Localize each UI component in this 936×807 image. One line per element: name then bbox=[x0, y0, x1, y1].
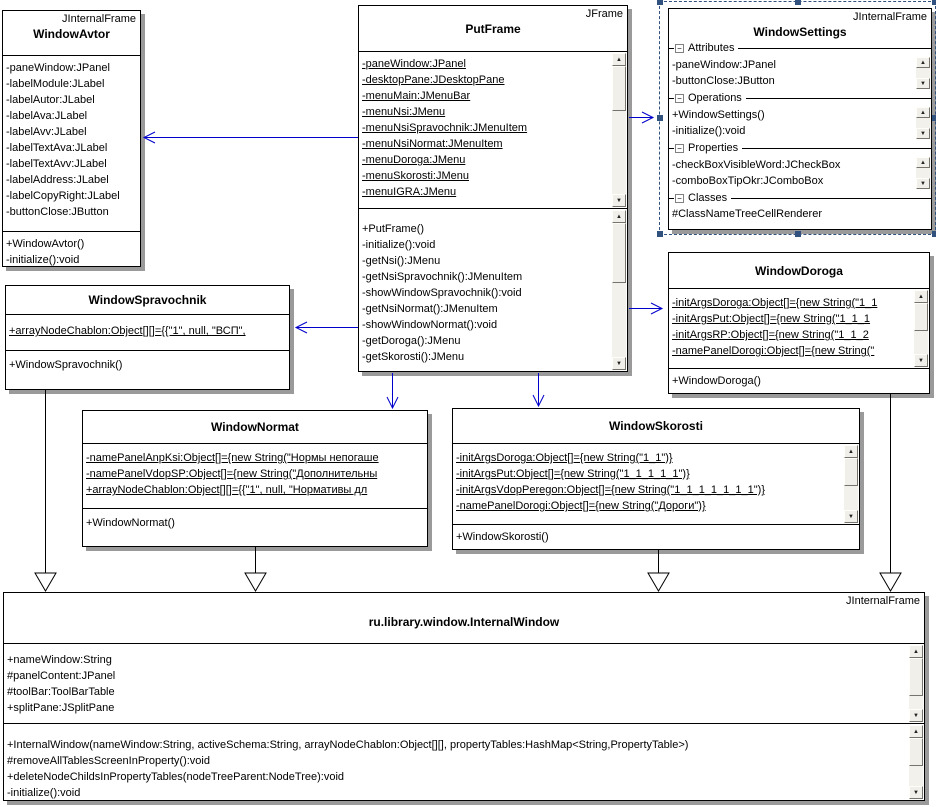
generalization-windowskorosti-internalwindow[interactable] bbox=[648, 550, 669, 591]
group-body bbox=[669, 106, 931, 140]
scroll-up-icon[interactable]: ▲ bbox=[916, 157, 930, 168]
member-row: +arrayNodeChablon:Object[][]={{"1", null, "Нормативы дл bbox=[86, 484, 368, 496]
stereotype-label: JFrame bbox=[585, 8, 623, 20]
member-row: +WindowDoroga() bbox=[672, 375, 761, 387]
hollow-triangle-icon bbox=[648, 573, 669, 591]
edge-putframe-windownormat[interactable] bbox=[387, 373, 398, 408]
member-row: -paneWindow:JPanel bbox=[6, 62, 110, 74]
classes-group bbox=[669, 190, 931, 222]
member-row: -menuNsiSpravochnik:JMenuItem bbox=[362, 122, 528, 134]
member-row: -labelModule:JLabel bbox=[6, 78, 105, 90]
group-body bbox=[669, 56, 931, 90]
member-row: +WindowSkorosti() bbox=[456, 531, 549, 543]
attribute-list bbox=[669, 289, 929, 359]
class-windowskorosti[interactable] bbox=[452, 408, 860, 550]
group-header bbox=[669, 190, 931, 206]
scroll-thumb[interactable] bbox=[612, 66, 626, 111]
edge-putframe-windowspravochnik[interactable] bbox=[296, 322, 358, 333]
selection-handle[interactable] bbox=[932, 231, 936, 237]
member-row: -labelCopyRight:JLabel bbox=[6, 190, 120, 202]
member-row: -showWindowSpravochnik():void bbox=[362, 287, 522, 299]
scrollbar[interactable] bbox=[844, 445, 858, 523]
attribute-list bbox=[4, 644, 924, 716]
group-header bbox=[669, 140, 931, 156]
member-row: -initialize():void bbox=[672, 125, 746, 137]
scroll-up-icon[interactable]: ▲ bbox=[916, 107, 930, 118]
scroll-thumb[interactable] bbox=[909, 738, 923, 766]
stereotype-label: JInternalFrame bbox=[846, 595, 920, 607]
open-arrowhead-icon bbox=[387, 397, 398, 408]
operation-list bbox=[669, 369, 929, 389]
member-row: +deleteNodeChildsInPropertyTables(nodeTreeParent:NodeTree):void bbox=[7, 771, 345, 783]
attribute-list bbox=[6, 315, 289, 339]
attributes-compartment bbox=[6, 314, 289, 350]
selection-handle[interactable] bbox=[795, 0, 801, 5]
open-arrowhead-icon bbox=[642, 112, 653, 123]
operation-list bbox=[6, 351, 289, 373]
member-row: -paneWindow:JPanel bbox=[362, 58, 466, 70]
selection-handle[interactable] bbox=[932, 0, 936, 5]
member-row: +WindowSettings() bbox=[672, 109, 765, 121]
member-row: -labelTextAva:JLabel bbox=[6, 142, 108, 154]
open-arrowhead-icon bbox=[296, 322, 307, 333]
edge-putframe-windowdoroga[interactable] bbox=[629, 303, 662, 314]
class-name: WindowAvtor bbox=[33, 27, 110, 41]
attribute-list bbox=[3, 56, 140, 220]
attributes-group bbox=[669, 40, 931, 90]
generalization-windownormat-internalwindow[interactable] bbox=[245, 547, 266, 591]
operations-group bbox=[669, 90, 931, 140]
class-name: WindowSkorosti bbox=[609, 419, 703, 433]
member-row: +InternalWindow(nameWindow:String, activeSchema:String, arrayNodeChablon:Object[][], propertyTables:HashMap<String,PropertyTable>) bbox=[7, 739, 689, 751]
scroll-track[interactable] bbox=[844, 486, 858, 510]
member-row: -showWindowNormat():void bbox=[362, 319, 498, 331]
scroll-down-icon[interactable]: ▼ bbox=[909, 786, 923, 799]
member-row: -initArgsDoroga:Object[]={new String("1_1")} bbox=[456, 452, 673, 464]
class-name: WindowSpravochnik bbox=[88, 293, 207, 307]
operations-compartment bbox=[359, 208, 627, 371]
attribute-list bbox=[669, 56, 931, 89]
member-row: -comboBoxTipOkr:JComboBox bbox=[672, 175, 824, 187]
class-windownormat[interactable] bbox=[82, 410, 428, 547]
edge-putframe-windowskorosti[interactable] bbox=[533, 373, 544, 406]
hollow-triangle-icon bbox=[245, 573, 266, 591]
class-header bbox=[669, 253, 929, 288]
operation-list bbox=[359, 209, 627, 365]
member-row: +PutFrame() bbox=[362, 223, 425, 235]
class-internalwindow[interactable] bbox=[3, 592, 925, 801]
scroll-thumb[interactable] bbox=[844, 458, 858, 486]
operations-compartment bbox=[4, 723, 924, 800]
member-row: #panelContent:JPanel bbox=[7, 670, 116, 682]
member-row: -menuSkorosti:JMenu bbox=[362, 170, 469, 182]
member-row: -paneWindow:JPanel bbox=[672, 59, 776, 71]
attribute-list bbox=[83, 444, 427, 498]
open-arrowhead-icon bbox=[533, 395, 544, 406]
member-row: -menuNsi:JMenu bbox=[362, 106, 446, 118]
operations-compartment bbox=[83, 508, 427, 546]
operations-compartment bbox=[669, 368, 929, 393]
scroll-track[interactable] bbox=[612, 283, 626, 357]
scroll-down-icon[interactable]: ▼ bbox=[916, 128, 930, 139]
class-header bbox=[6, 286, 289, 314]
scroll-track[interactable] bbox=[909, 766, 923, 786]
class-header bbox=[83, 411, 427, 443]
selection-handle[interactable] bbox=[657, 115, 663, 121]
group-label: Classes bbox=[688, 192, 728, 204]
operation-list bbox=[83, 509, 427, 531]
class-name: WindowDoroga bbox=[755, 263, 843, 278]
scroll-up-icon[interactable]: ▲ bbox=[612, 53, 626, 66]
attributes-compartment bbox=[4, 643, 924, 723]
class-header bbox=[4, 593, 924, 643]
scroll-up-icon[interactable]: ▲ bbox=[844, 445, 858, 458]
class-header bbox=[453, 409, 859, 443]
open-arrowhead-icon bbox=[651, 303, 662, 314]
collapse-icon[interactable]: − bbox=[675, 94, 684, 103]
scroll-thumb[interactable] bbox=[909, 658, 923, 696]
generalization-windowdoroga-internalwindow[interactable] bbox=[880, 394, 901, 591]
scroll-down-icon[interactable]: ▼ bbox=[914, 354, 928, 367]
class-windowavtor[interactable] bbox=[2, 10, 141, 267]
group-label: Attributes bbox=[688, 42, 735, 54]
member-row: -initArgsPut:Object[]={new String("1_1_1 bbox=[672, 313, 871, 325]
hollow-triangle-icon bbox=[880, 573, 901, 591]
attribute-list bbox=[359, 52, 627, 200]
open-arrowhead-icon bbox=[144, 132, 155, 143]
class-header bbox=[3, 11, 140, 55]
selection-handle[interactable] bbox=[932, 115, 936, 121]
member-row: -labelAva:JLabel bbox=[6, 110, 88, 122]
edge-putframe-windowsettings[interactable] bbox=[629, 112, 653, 123]
attribute-list bbox=[453, 444, 859, 514]
member-row: +nameWindow:String bbox=[7, 654, 112, 666]
member-row: -checkBoxVisibleWord:JCheckBox bbox=[672, 159, 841, 171]
group-label: Operations bbox=[688, 92, 742, 104]
scrollbar[interactable] bbox=[909, 725, 923, 799]
class-windowspravochnik[interactable] bbox=[5, 285, 290, 390]
member-row: -initialize():void bbox=[7, 787, 81, 799]
class-putframe[interactable] bbox=[358, 5, 628, 372]
member-row: -initArgsDoroga:Object[]={new String("1_1 bbox=[672, 297, 878, 309]
operation-list bbox=[453, 525, 859, 545]
edge-putframe-windowavtor[interactable] bbox=[144, 132, 358, 143]
properties-group bbox=[669, 140, 931, 190]
member-row: +WindowAvtor() bbox=[6, 238, 85, 250]
member-row: -namePanelDorogi:Object[]={new String(" bbox=[672, 345, 875, 357]
scroll-thumb[interactable] bbox=[612, 223, 626, 283]
member-row: -menuIGRA:JMenu bbox=[362, 186, 457, 198]
member-row: #toolBar:ToolBarTable bbox=[7, 686, 115, 698]
scroll-up-icon[interactable]: ▲ bbox=[914, 290, 928, 303]
scroll-track[interactable] bbox=[612, 111, 626, 194]
member-row: -initialize():void bbox=[362, 239, 436, 251]
member-row: -getNsiSpravochnik():JMenuItem bbox=[362, 271, 523, 283]
member-row: -getDoroga():JMenu bbox=[362, 335, 461, 347]
scroll-track[interactable] bbox=[916, 118, 930, 128]
scroll-up-icon[interactable]: ▲ bbox=[909, 725, 923, 738]
stereotype-label: JInternalFrame bbox=[853, 11, 927, 23]
collapse-icon[interactable]: − bbox=[675, 144, 684, 153]
member-row: +WindowSpravochnik() bbox=[9, 359, 123, 371]
member-row: +WindowNormat() bbox=[86, 517, 175, 529]
member-row: -desktopPane:JDesktopPane bbox=[362, 74, 505, 86]
group-body bbox=[669, 156, 931, 190]
scroll-track[interactable] bbox=[909, 696, 923, 709]
class-name: WindowSettings bbox=[753, 25, 847, 39]
class-header bbox=[359, 6, 627, 51]
scrollbar[interactable] bbox=[612, 210, 626, 370]
scrollbar[interactable] bbox=[916, 107, 930, 139]
scroll-track[interactable] bbox=[914, 331, 928, 354]
operations-compartment bbox=[453, 524, 859, 549]
property-list bbox=[669, 156, 931, 189]
member-row: -initArgsPut:Object[]={new String("1_1_1_1_1")} bbox=[456, 468, 690, 480]
scroll-down-icon[interactable]: ▼ bbox=[916, 78, 930, 89]
attributes-compartment bbox=[669, 288, 929, 368]
scrollbar[interactable] bbox=[914, 290, 928, 367]
member-row: -getSkorosti():JMenu bbox=[362, 351, 465, 363]
member-row: -labelAddress:JLabel bbox=[6, 174, 109, 186]
operations-compartment bbox=[3, 231, 140, 266]
operations-compartment bbox=[6, 350, 289, 389]
operation-list bbox=[4, 724, 924, 800]
member-row: -initialize():void bbox=[6, 254, 80, 266]
member-row: -buttonClose:JButton bbox=[6, 206, 109, 218]
class-name: PutFrame bbox=[465, 22, 521, 36]
member-row: -labelAvv:JLabel bbox=[6, 126, 87, 138]
hollow-triangle-icon bbox=[35, 573, 56, 591]
group-label: Properties bbox=[688, 142, 739, 154]
class-list bbox=[669, 206, 931, 222]
member-row: -initArgsRP:Object[]={new String("1_1_2 bbox=[672, 329, 869, 341]
selection-handle[interactable] bbox=[657, 0, 663, 5]
class-windowdoroga[interactable] bbox=[668, 252, 930, 394]
member-row: -namePanelAnpKsi:Object[]={new String("Нормы непогаше bbox=[86, 452, 379, 464]
group-header bbox=[669, 40, 931, 56]
scroll-track[interactable] bbox=[916, 168, 930, 178]
scroll-down-icon[interactable]: ▼ bbox=[844, 510, 858, 523]
member-row: -namePanelDorogi:Object[]={new String("Дороги")} bbox=[456, 500, 706, 512]
scroll-down-icon[interactable]: ▼ bbox=[612, 357, 626, 370]
member-row: #removeAllTablesScreenInProperty():void bbox=[7, 755, 210, 767]
member-row: -menuMain:JMenuBar bbox=[362, 90, 471, 102]
class-name: WindowNormat bbox=[211, 420, 299, 434]
scroll-up-icon[interactable]: ▲ bbox=[909, 645, 923, 658]
selection-handle[interactable] bbox=[657, 231, 663, 237]
member-row: -getNsiNormat():JMenuItem bbox=[362, 303, 498, 315]
member-row: +splitPane:JSplitPane bbox=[7, 702, 115, 714]
stereotype-label: JInternalFrame bbox=[62, 13, 136, 25]
member-row: -buttonClose:JButton bbox=[672, 75, 775, 87]
group-header bbox=[669, 90, 931, 106]
scroll-down-icon[interactable]: ▼ bbox=[916, 178, 930, 189]
operation-list bbox=[3, 232, 140, 266]
member-row: -labelAutor:JLabel bbox=[6, 94, 95, 106]
selection-handle[interactable] bbox=[795, 231, 801, 237]
attributes-compartment bbox=[3, 55, 140, 231]
scroll-up-icon[interactable]: ▲ bbox=[612, 210, 626, 223]
member-row: -labelTextAvv:JLabel bbox=[6, 158, 107, 170]
scrollbar[interactable] bbox=[916, 157, 930, 189]
collapse-icon[interactable]: − bbox=[675, 44, 684, 53]
member-row: -menuDoroga:JMenu bbox=[362, 154, 466, 166]
scrollbar[interactable] bbox=[909, 645, 923, 722]
scroll-up-icon[interactable]: ▲ bbox=[916, 57, 930, 68]
attributes-compartment bbox=[83, 443, 427, 508]
operation-list bbox=[669, 106, 931, 139]
member-row: -menuNsiNormat:JMenuItem bbox=[362, 138, 503, 150]
member-row: +arrayNodeChablon:Object[][]={{"1", null, "ВСП", bbox=[9, 325, 246, 337]
collapse-icon[interactable]: − bbox=[675, 194, 684, 203]
scrollbar[interactable] bbox=[916, 57, 930, 89]
scrollbar[interactable] bbox=[612, 53, 626, 207]
scroll-down-icon[interactable]: ▼ bbox=[909, 709, 923, 722]
member-row: #ClassNameTreeCellRenderer bbox=[672, 208, 822, 220]
member-row: -initArgsVdopPeregon:Object[]={new String("1_1_1_1_1_1_1")} bbox=[456, 484, 765, 496]
scroll-down-icon[interactable]: ▼ bbox=[612, 194, 626, 207]
attributes-compartment bbox=[453, 443, 859, 524]
scroll-track[interactable] bbox=[916, 68, 930, 78]
member-row: -getNsi():JMenu bbox=[362, 255, 441, 267]
scroll-thumb[interactable] bbox=[914, 303, 928, 331]
class-header bbox=[669, 9, 931, 40]
class-windowsettings[interactable] bbox=[668, 8, 932, 230]
generalization-windowspravochnik-internalwindow[interactable] bbox=[35, 390, 56, 591]
class-name: ru.library.window.InternalWindow bbox=[368, 615, 560, 629]
attributes-compartment bbox=[359, 51, 627, 208]
member-row: -namePanelVdopSP:Object[]={new String("Дополнительны bbox=[86, 468, 378, 480]
